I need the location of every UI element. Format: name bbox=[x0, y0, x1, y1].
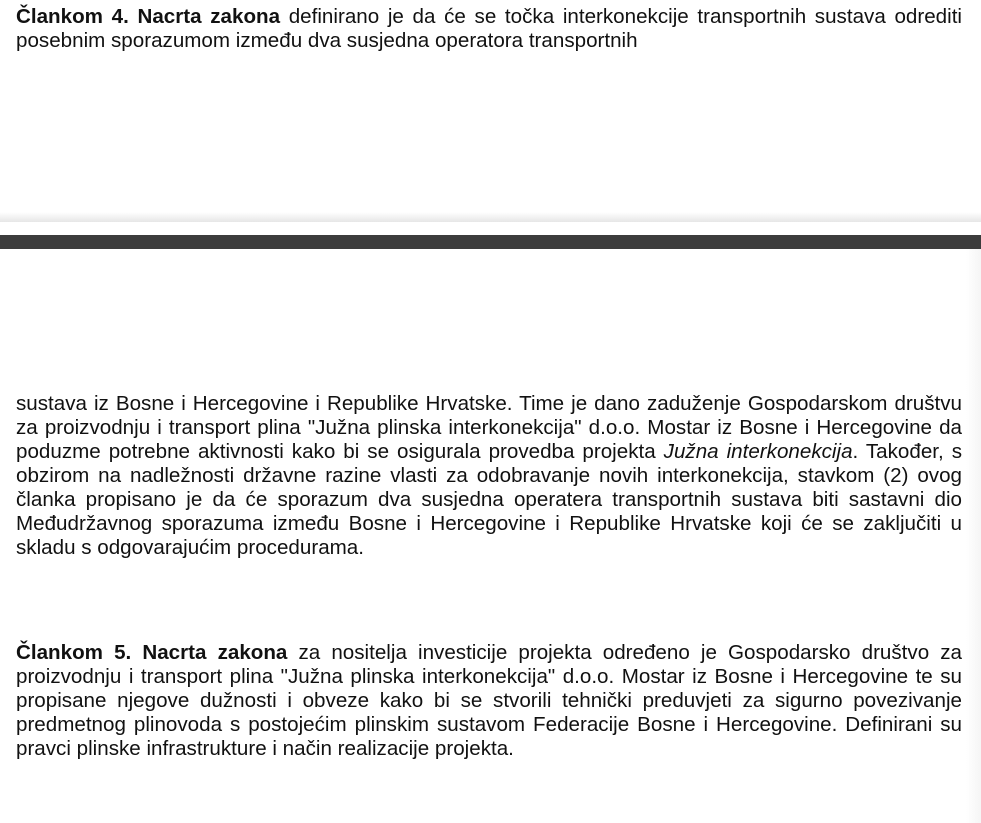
article-5-text: za nositelja investicije projekta određeno je Gospodarsko društvo za proizvodnju i transport plina "Južna plinska interkonekcija" d.o.o. Mostar iz Bosne i Hercegovine te su propisane njegove dužnosti i obveze kako bi se stvorili tehnički preduvjeti za sigurno povezivanje predmetnog plinovoda s postojećim plinskim sustavom Federacije Bosne i Hercegovine. Definirani su pravci plinske infrastrukture i način realizacije projekta. bbox=[16, 641, 963, 760]
document-page-top bbox=[0, 0, 981, 218]
project-name-italic: Južna interkonekcija bbox=[663, 440, 853, 463]
paragraph-article-5 bbox=[16, 641, 962, 761]
paragraph-continued bbox=[16, 392, 962, 560]
paragraph-article-4 bbox=[16, 5, 962, 53]
article-4-heading: Člankom 4. Nacrta zakona bbox=[16, 5, 281, 28]
page-side-edge-shadow bbox=[966, 249, 981, 823]
page-bottom-edge-shadow bbox=[0, 212, 981, 222]
page-break-divider bbox=[0, 235, 981, 249]
article-5-heading: Člankom 5. Nacrta zakona bbox=[16, 641, 288, 664]
continued-text-start: sustava iz Bosne i Hercegovine i Republike Hrvatske. Time je dano zaduženje Gospodarskom društvu za proizvodnju i transport plina "Južna plinska interkonekcija" d.o.o. Mostar iz Bosne i Hercegovine da poduzme potrebne aktivnosti kako bi se osigurala provedba projekta bbox=[16, 392, 962, 463]
article-4-text: definirano je da će se točka interkonekcije transportnih sustava odrediti posebnim sporazumom između dva susjedna operatora transportnih bbox=[16, 5, 962, 52]
continued-text-end: . Također, s obzirom na nadležnosti državne razine vlasti za odobravanje novih interkonekcija, stavkom (2) ovog članka propisano je da će sporazum dva susjedna operatera transportnih sustava biti sastavni dio Međudržavnog sporazuma između Bosne i Hercegovine i Republike Hrvatske koji će se zaključiti u skladu s odgovarajućim procedurama. bbox=[16, 440, 962, 559]
